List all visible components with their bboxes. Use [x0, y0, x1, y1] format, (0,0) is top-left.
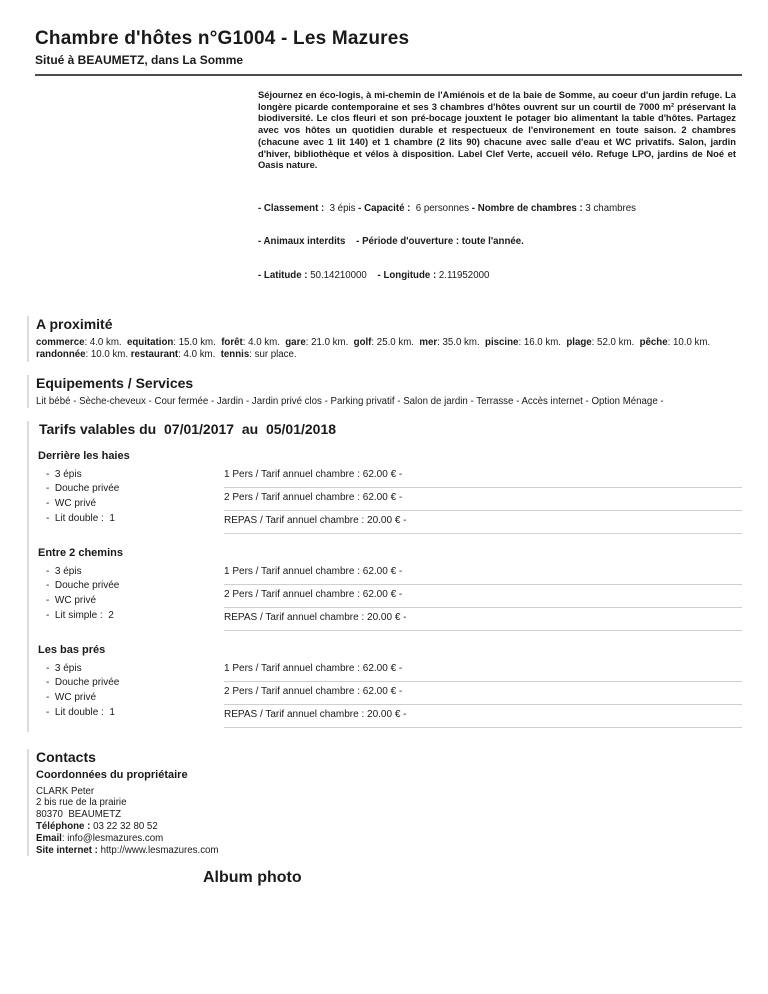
room-block-les-bas-pres	[36, 644, 742, 728]
facts-line-coordonnees: - Latitude : 50.14210000 - Longitude : 2.11952000	[258, 270, 490, 282]
rate-row: REPAS / Tarif annuel chambre : 20.00 € -	[224, 705, 742, 728]
album-photo-title: Album photo	[203, 869, 302, 887]
proximite-list	[36, 337, 742, 361]
distance-value: : 25.0 km.	[371, 337, 420, 349]
distance-label: commerce	[36, 337, 85, 349]
room-block-entre-2-chemins	[36, 547, 742, 631]
tarifs-title: Tarifs valables du 07/01/2017 au 05/01/2018	[39, 420, 337, 437]
rate-row: REPAS / Tarif annuel chambre : 20.00 € -	[224, 511, 742, 534]
rate-row: 1 Pers / Tarif annuel chambre : 62.00 € -	[224, 659, 742, 682]
page-title: Chambre d'hôtes n°G1004 - Les Mazures	[35, 28, 410, 49]
section-equipements	[27, 375, 742, 408]
distance-label: pêche	[639, 337, 668, 349]
amenity-item: - Douche privée	[46, 482, 224, 497]
distance-value: : 35.0 km.	[437, 337, 486, 349]
owner-phone: Téléphone : 03 22 32 80 52	[36, 820, 158, 832]
facts-line-classement: - Classement : 3 épis - Capacité : 6 personnes - Nombre de chambres : 3 chambres	[258, 202, 636, 214]
room-amenities	[36, 465, 224, 527]
distance-label: tennis	[220, 349, 250, 361]
section-tarifs	[27, 421, 742, 732]
amenity-item: - 3 épis	[46, 662, 224, 677]
distance-value: : 16.0 km.	[518, 337, 567, 349]
property-facts	[258, 180, 736, 304]
distance-value: : 10.0 km.	[667, 337, 716, 349]
owner-address-line2: 80370 BEAUMETZ	[36, 809, 122, 821]
distance-value: : 21.0 km.	[305, 337, 354, 349]
equipements-title: Equipements / Services	[36, 374, 194, 391]
owner-name: CLARK Peter	[36, 785, 95, 797]
distance-label: forêt	[221, 337, 243, 349]
property-intro	[258, 89, 736, 304]
distance-label: equitation	[127, 337, 174, 349]
amenity-item: - WC privé	[46, 497, 224, 512]
property-description: Séjournez en éco-logis, à mi-chemin de l'Amiénois et de la baie de Somme, au coeur d'un jardin refuge. La longère picarde contemporaine et ses 3 chambres d'hôtes ouvrent sur un courtil de 7000 m² préservant la biodiversité. Le clos fleuri et son pré-bocage jouxtent le potager bio alimentant la table d'hôtes. Partagez avec vos hôtes un quotidien durable et respectueux de l'environement en toute saison. 2 chambres (chacune avec 1 lit 140) et 1 chambre (2 lits 90) chacune avec salle d'eau et WC privatifs. Salon, jardin d'hiver, bibliothèque et vélos à disposition. Label Clef Verte, accueil vélo. Refuge LPO, jardins de Noé et Oasis nature.	[258, 89, 736, 171]
distance-value: : 4.0 km.	[242, 337, 286, 349]
distance-value: : 10.0 km.	[85, 349, 131, 361]
amenity-item: - Lit double : 1	[46, 512, 224, 527]
rate-row: 2 Pers / Tarif annuel chambre : 62.00 € -	[224, 585, 742, 608]
distance-label: restaurant	[130, 349, 179, 361]
room-rates	[224, 465, 742, 534]
room-amenities	[36, 659, 224, 721]
rate-row: 1 Pers / Tarif annuel chambre : 62.00 € -	[224, 465, 742, 488]
amenity-item: - WC privé	[46, 691, 224, 706]
facts-line-animaux: - Animaux interdits - Période d'ouverture : toute l'année.	[258, 236, 524, 248]
section-proximite	[27, 316, 742, 361]
room-rates	[224, 659, 742, 728]
room-name: Derrière les haies	[38, 449, 130, 462]
distance-label: gare	[285, 337, 306, 349]
room-amenities	[36, 562, 224, 624]
rate-row: 1 Pers / Tarif annuel chambre : 62.00 € -	[224, 562, 742, 585]
distance-value: : 15.0 km.	[173, 337, 222, 349]
proximite-title: A proximité	[36, 316, 113, 333]
contacts-title: Contacts	[36, 748, 96, 765]
rate-row: REPAS / Tarif annuel chambre : 20.00 € -	[224, 608, 742, 631]
amenity-item: - Lit simple : 2	[46, 609, 224, 624]
rate-row: 2 Pers / Tarif annuel chambre : 62.00 € -	[224, 682, 742, 705]
amenity-item: - 3 épis	[46, 468, 224, 483]
distance-label: golf	[353, 337, 372, 349]
amenity-item: - 3 épis	[46, 565, 224, 580]
room-block-derriere-les-haies	[36, 450, 742, 534]
rate-row: 2 Pers / Tarif annuel chambre : 62.00 € -	[224, 488, 742, 511]
owner-subtitle: Coordonnées du propriétaire	[36, 768, 188, 781]
owner-website: Site internet : http://www.lesmazures.com	[36, 844, 219, 856]
page-subtitle: Situé à BEAUMETZ, dans La Somme	[35, 53, 244, 67]
owner-email: Email: info@lesmazures.com	[36, 832, 164, 844]
distance-label: plage	[566, 337, 592, 349]
distance-label: randonnée	[36, 349, 86, 361]
header-divider	[35, 74, 742, 76]
distance-label: piscine	[485, 337, 519, 349]
distance-value: : 4.0 km.	[84, 337, 127, 349]
room-name: Entre 2 chemins	[38, 546, 123, 559]
equipements-list: Lit bébé - Sèche-cheveux - Cour fermée - Jardin - Jardin privé clos - Parking privatif - Salon de jardin - Terrasse - Accès internet - Option Ménage -	[36, 395, 664, 407]
distance-value: : 52.0 km.	[591, 337, 640, 349]
room-name: Les bas prés	[38, 643, 106, 656]
amenity-item: - Lit double : 1	[46, 706, 224, 721]
distance-value: : 4.0 km.	[178, 349, 221, 361]
distance-value: : sur place.	[249, 349, 297, 361]
amenity-item: - Douche privée	[46, 676, 224, 691]
amenity-item: - Douche privée	[46, 579, 224, 594]
owner-address-line1: 2 bis rue de la prairie	[36, 797, 127, 809]
section-contacts	[27, 749, 742, 857]
room-rates	[224, 562, 742, 631]
amenity-item: - WC privé	[46, 594, 224, 609]
distance-label: mer	[419, 337, 438, 349]
